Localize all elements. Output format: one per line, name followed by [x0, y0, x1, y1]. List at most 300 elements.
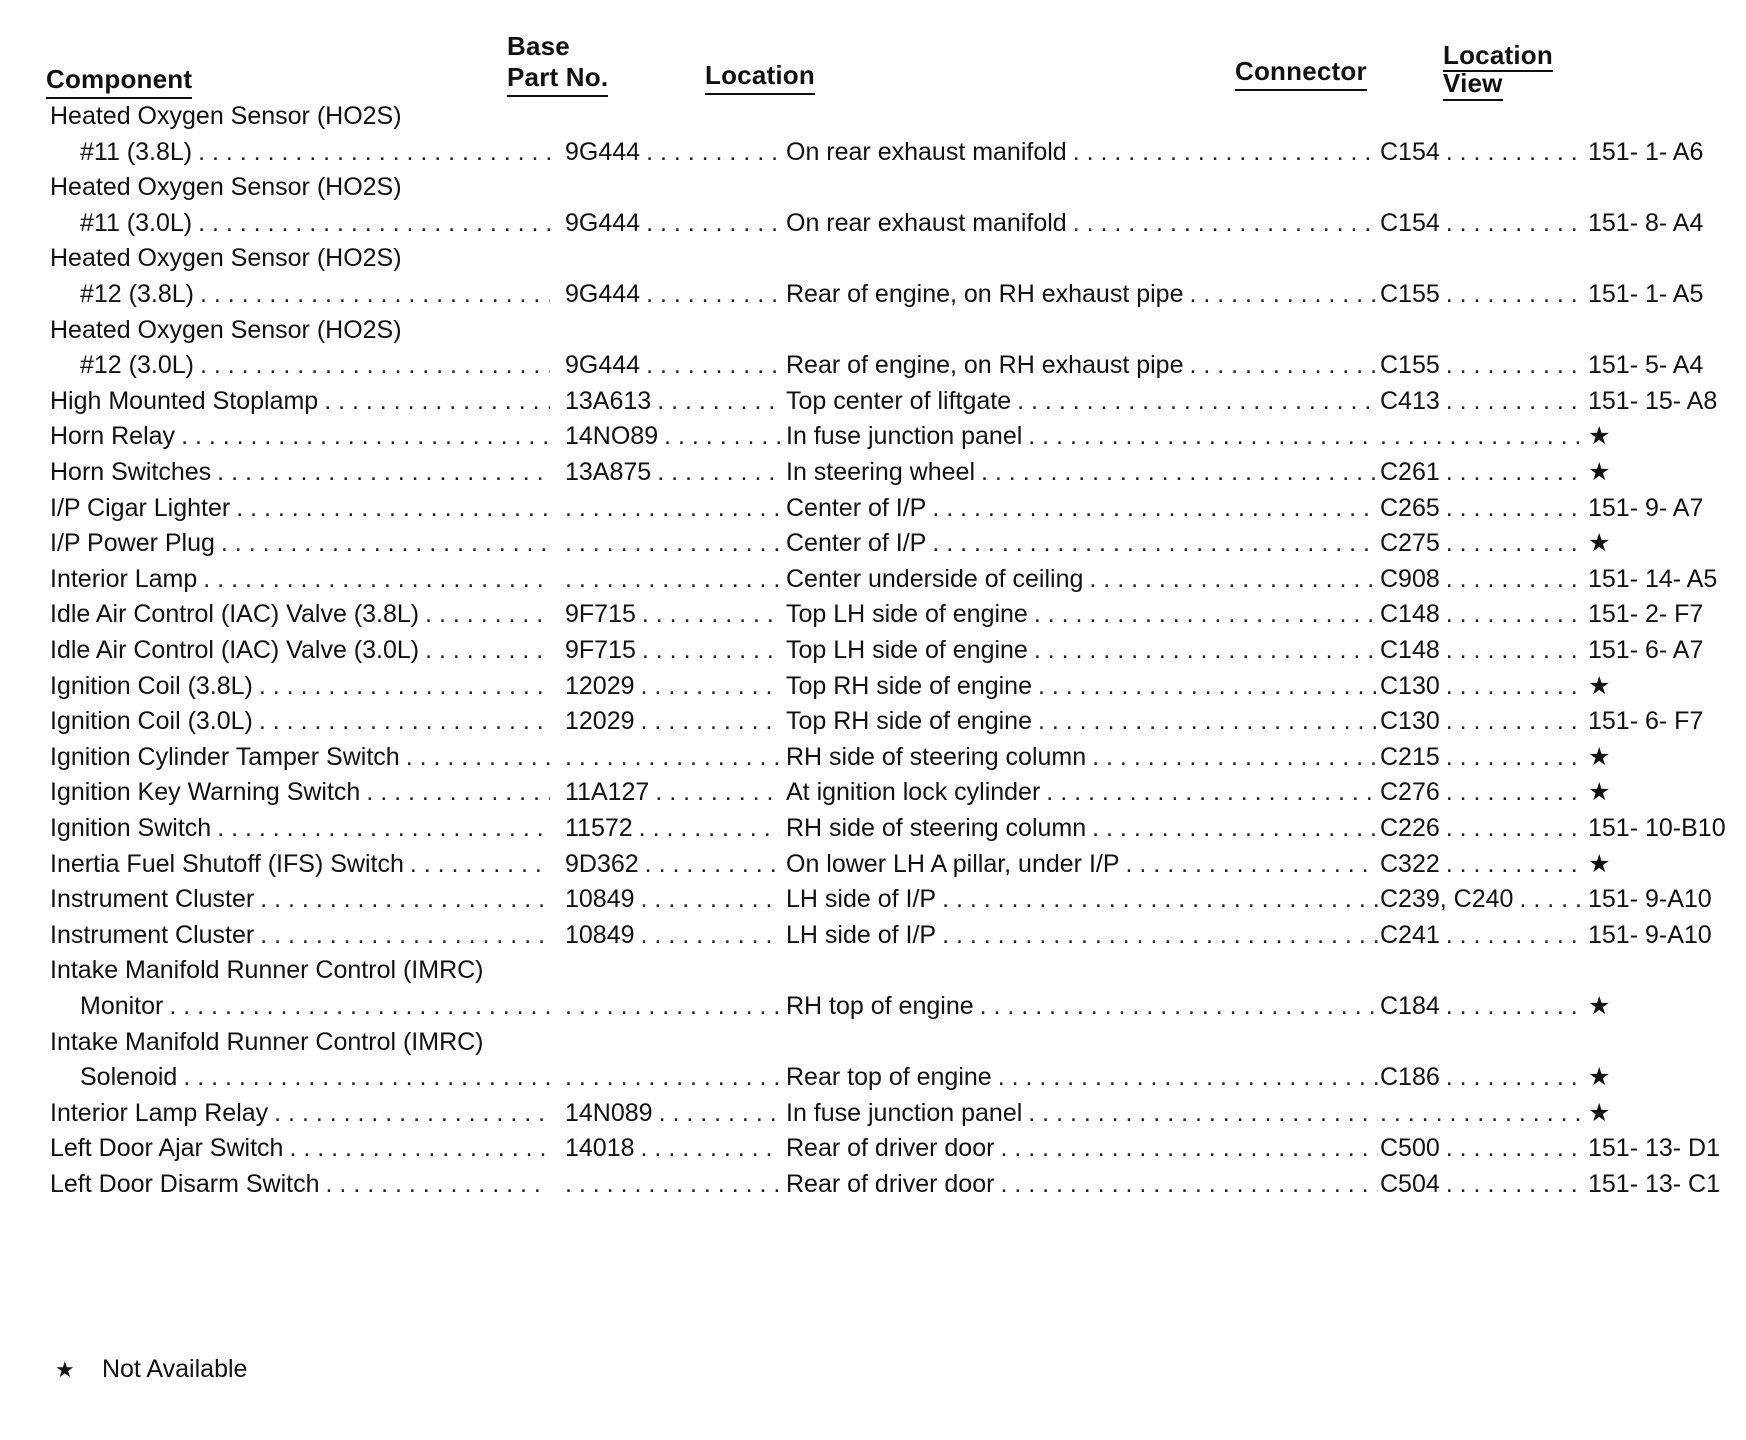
- cell-component: [50, 525, 550, 561]
- leader-dots: [645, 850, 780, 878]
- cell-component: [50, 1095, 550, 1131]
- cell-location: [786, 98, 1378, 134]
- cell-location-view-text: 151- 6- F7: [1588, 707, 1704, 736]
- cell-location: [786, 596, 1378, 632]
- cell-component-text: Inertia Fuel Shutoff (IFS) Switch: [50, 850, 410, 878]
- leader-dots: [410, 850, 550, 878]
- leader-dots: [221, 529, 550, 557]
- cell-part-no-text: 12029: [565, 672, 641, 700]
- table-row: [0, 952, 1746, 988]
- cell-location: [786, 988, 1378, 1024]
- leader-dots: [1446, 992, 1580, 1020]
- table-row: [0, 276, 1746, 312]
- cell-component-text: #11 (3.8L): [80, 138, 198, 166]
- cell-location-view-text: ★: [1588, 849, 1611, 878]
- cell-component-text: Idle Air Control (IAC) Valve (3.8L): [50, 600, 425, 628]
- table-row: [0, 846, 1746, 882]
- cell-location-view-text: ★: [1588, 1063, 1611, 1092]
- cell-connector: [1380, 1059, 1580, 1095]
- table-row: [0, 668, 1746, 704]
- cell-connector-text: C322: [1380, 850, 1446, 878]
- cell-part-no-text: 11A127: [565, 778, 655, 806]
- leader-dots: [274, 1099, 550, 1127]
- cell-part-no: [565, 169, 780, 205]
- cell-location: [786, 1095, 1378, 1131]
- cell-component-text: #12 (3.0L): [80, 351, 200, 379]
- cell-location-view: [1588, 383, 1744, 419]
- cell-location-view-text: ★: [1588, 742, 1611, 771]
- cell-location: [786, 525, 1378, 561]
- cell-part-no: [565, 846, 780, 882]
- leader-dots: [565, 529, 780, 557]
- cell-location-text: Center of I/P: [786, 494, 932, 522]
- cell-location: [786, 881, 1378, 917]
- cell-location-view-text: 151- 14- A5: [1588, 564, 1718, 593]
- table-row: [0, 134, 1746, 170]
- cell-part-no: [565, 739, 780, 775]
- cell-component: [50, 596, 550, 632]
- cell-component: [50, 632, 550, 668]
- cell-component-text: Instrument Cluster: [50, 921, 260, 949]
- cell-connector: [1380, 846, 1580, 882]
- cell-component: [50, 952, 550, 988]
- cell-part-no: [565, 596, 780, 632]
- leader-dots: [1446, 1063, 1580, 1091]
- cell-location-view-text: 151- 6- A7: [1588, 636, 1704, 664]
- cell-part-no-text: 10849: [565, 921, 641, 949]
- leader-dots: [642, 600, 780, 628]
- leader-dots: [1519, 885, 1580, 913]
- cell-part-no: [565, 1059, 780, 1095]
- table-row: [0, 205, 1746, 241]
- cell-location-view: [1588, 134, 1744, 170]
- cell-part-no: [565, 205, 780, 241]
- cell-location-text: Center of I/P: [786, 529, 932, 557]
- cell-location-view: [1588, 774, 1744, 810]
- leader-dots: [1092, 814, 1378, 842]
- cell-location-view: [1588, 1059, 1744, 1095]
- table-row: [0, 1059, 1746, 1095]
- table-row: [0, 418, 1746, 454]
- cell-location: [786, 1166, 1378, 1202]
- cell-part-no: [565, 668, 780, 704]
- cell-location-view-text: 151- 8- A4: [1588, 208, 1704, 237]
- star-icon: ★: [55, 1357, 75, 1382]
- cell-component: [50, 312, 550, 348]
- cell-location-text: On rear exhaust manifold: [786, 209, 1073, 237]
- cell-part-no-text: 11572: [565, 814, 639, 842]
- leader-dots: [998, 1063, 1378, 1091]
- cell-connector-text: C413: [1380, 387, 1446, 415]
- cell-location-view-text: ★: [1588, 671, 1611, 700]
- cell-location-view-text: 151- 13- C1: [1588, 1170, 1721, 1198]
- cell-location-view: [1588, 347, 1744, 383]
- cell-connector: [1380, 988, 1580, 1024]
- cell-component: [50, 1130, 550, 1166]
- cell-location-text: RH side of steering column: [786, 814, 1092, 842]
- cell-part-no: [565, 703, 780, 739]
- leader-dots: [1126, 850, 1378, 878]
- leader-dots: [1092, 743, 1378, 771]
- cell-part-no: [565, 312, 780, 348]
- leader-dots: [1380, 1099, 1580, 1127]
- cell-component: [50, 846, 550, 882]
- cell-component-text: I/P Power Plug: [50, 529, 221, 557]
- cell-part-no-text: 10849: [565, 885, 641, 913]
- leader-dots: [932, 494, 1378, 522]
- cell-connector-text: C276: [1380, 778, 1446, 806]
- table-row: [0, 454, 1746, 490]
- leader-dots: [289, 1134, 550, 1162]
- leader-dots: [1380, 422, 1580, 450]
- cell-connector: [1380, 881, 1580, 917]
- leader-dots: [366, 778, 550, 806]
- cell-location-view-text: ★: [1588, 1098, 1611, 1127]
- leader-dots: [425, 600, 550, 628]
- leader-dots: [1017, 387, 1378, 415]
- header-part-no: Base Part No.: [507, 31, 608, 97]
- leader-dots: [326, 1170, 550, 1198]
- cell-component: [50, 774, 550, 810]
- cell-part-no: [565, 774, 780, 810]
- cell-part-no: [565, 632, 780, 668]
- cell-component-text: I/P Cigar Lighter: [50, 494, 236, 522]
- cell-connector-text: C908: [1380, 565, 1446, 593]
- cell-connector: [1380, 774, 1580, 810]
- leader-dots: [1189, 280, 1378, 308]
- cell-part-no: [565, 1095, 780, 1131]
- leader-dots: [1446, 387, 1580, 415]
- leader-dots: [198, 209, 550, 237]
- cell-component-text: Intake Manifold Runner Control (IMRC): [50, 956, 490, 984]
- cell-part-no: [565, 490, 780, 526]
- leader-dots: [324, 387, 550, 415]
- leader-dots: [981, 458, 1378, 486]
- cell-location: [786, 347, 1378, 383]
- cell-component-text: Interior Lamp: [50, 565, 203, 593]
- leader-dots: [1446, 280, 1580, 308]
- leader-dots: [1446, 814, 1580, 842]
- table-row: [0, 596, 1746, 632]
- leader-dots: [1446, 494, 1580, 522]
- cell-component-text: Ignition Key Warning Switch: [50, 778, 366, 806]
- cell-component-text: Ignition Cylinder Tamper Switch: [50, 743, 406, 771]
- header-location: Location: [705, 60, 815, 95]
- cell-connector: [1380, 276, 1580, 312]
- cell-connector: [1380, 668, 1580, 704]
- cell-connector-text: C155: [1380, 280, 1446, 308]
- cell-component: [50, 1166, 550, 1202]
- leader-dots: [565, 1063, 780, 1091]
- leader-dots: [1073, 138, 1378, 166]
- leader-dots: [642, 636, 780, 664]
- leader-dots: [565, 1170, 780, 1198]
- leader-dots: [655, 778, 780, 806]
- header-connector: Connector: [1235, 56, 1367, 91]
- table-row: [0, 703, 1746, 739]
- leader-dots: [425, 636, 550, 664]
- cell-component: [50, 418, 550, 454]
- cell-component-text: #12 (3.8L): [80, 280, 200, 308]
- leader-dots: [980, 992, 1378, 1020]
- cell-component-text: Intake Manifold Runner Control (IMRC): [50, 1028, 490, 1056]
- cell-part-no: [565, 1166, 780, 1202]
- cell-part-no: [565, 988, 780, 1024]
- cell-location: [786, 561, 1378, 597]
- leader-dots: [200, 351, 550, 379]
- cell-component-text: Horn Switches: [50, 458, 217, 486]
- cell-location: [786, 312, 1378, 348]
- cell-part-no-text: 9G444: [565, 280, 646, 308]
- leader-dots: [1446, 209, 1580, 237]
- cell-location-view-text: 151- 1- A5: [1588, 280, 1704, 308]
- cell-location-text: Rear top of engine: [786, 1063, 998, 1091]
- leader-dots: [646, 351, 780, 379]
- cell-location: [786, 418, 1378, 454]
- cell-part-no: [565, 383, 780, 419]
- cell-part-no: [565, 881, 780, 917]
- table-row: [0, 1130, 1746, 1166]
- cell-component-text: Monitor: [80, 992, 169, 1020]
- cell-component: [50, 561, 550, 597]
- cell-connector-text: C215: [1380, 743, 1446, 771]
- cell-connector: [1380, 810, 1580, 846]
- cell-part-no-text: 9D362: [565, 850, 645, 878]
- cell-component-text: Left Door Ajar Switch: [50, 1134, 289, 1162]
- cell-connector: [1380, 240, 1580, 276]
- leader-dots: [664, 422, 780, 450]
- cell-part-no: [565, 276, 780, 312]
- cell-location: [786, 1130, 1378, 1166]
- cell-component-text: Instrument Cluster: [50, 885, 260, 913]
- leader-dots: [565, 565, 780, 593]
- leader-dots: [181, 422, 550, 450]
- leader-dots: [1446, 743, 1580, 771]
- cell-location-view: [1588, 312, 1744, 348]
- leader-dots: [1446, 1170, 1580, 1198]
- leader-dots: [1446, 565, 1580, 593]
- cell-location-view-text: ★: [1588, 778, 1611, 807]
- cell-connector-text: C226: [1380, 814, 1446, 842]
- leader-dots: [1446, 672, 1580, 700]
- leader-dots: [942, 885, 1378, 913]
- cell-location: [786, 383, 1378, 419]
- cell-location-view: [1588, 1166, 1744, 1202]
- cell-part-no-text: 9G444: [565, 351, 646, 379]
- cell-location-view: [1588, 240, 1744, 276]
- cell-location-view-text: 151- 5- A4: [1588, 351, 1704, 380]
- cell-component-text: Heated Oxygen Sensor (HO2S): [50, 102, 408, 130]
- header-component: Component: [46, 64, 192, 99]
- cell-location-text: Top RH side of engine: [786, 707, 1038, 735]
- cell-component-text: Ignition Coil (3.8L): [50, 672, 259, 700]
- cell-location-text: Rear of driver door: [786, 1170, 1000, 1198]
- cell-location-view: [1588, 668, 1744, 704]
- cell-location-view: [1588, 418, 1744, 454]
- cell-connector: [1380, 632, 1580, 668]
- leader-dots: [1038, 672, 1378, 700]
- cell-connector: [1380, 383, 1580, 419]
- leader-dots: [639, 814, 780, 842]
- leader-dots: [1446, 850, 1580, 878]
- cell-component-text: Solenoid: [80, 1063, 183, 1091]
- cell-connector: [1380, 347, 1580, 383]
- cell-location-text: Top center of liftgate: [786, 387, 1017, 415]
- cell-location: [786, 276, 1378, 312]
- leader-dots: [641, 885, 780, 913]
- leader-dots: [1038, 707, 1378, 735]
- cell-location: [786, 490, 1378, 526]
- cell-component: [50, 668, 550, 704]
- cell-component: [50, 240, 550, 276]
- cell-part-no-text: 14018: [565, 1134, 641, 1162]
- cell-connector: [1380, 596, 1580, 632]
- cell-location: [786, 703, 1378, 739]
- leader-dots: [203, 565, 550, 593]
- cell-location-view: [1588, 703, 1744, 739]
- cell-location: [786, 632, 1378, 668]
- table-row: [0, 739, 1746, 775]
- cell-component-text: Ignition Switch: [50, 814, 217, 842]
- cell-component: [50, 988, 550, 1024]
- cell-component: [50, 881, 550, 917]
- table-row: [0, 383, 1746, 419]
- cell-part-no-text: 9F715: [565, 636, 642, 664]
- cell-connector: [1380, 134, 1580, 170]
- cell-part-no-text: 13A613: [565, 387, 657, 415]
- leader-dots: [1446, 351, 1580, 379]
- cell-connector-text: C155: [1380, 351, 1446, 379]
- leader-dots: [259, 672, 550, 700]
- table-row: [0, 774, 1746, 810]
- cell-location-view-text: ★: [1588, 458, 1611, 486]
- cell-location-view-text: 151- 9-A10: [1588, 885, 1712, 914]
- leader-dots: [406, 743, 550, 771]
- table-row: [0, 1095, 1746, 1131]
- leader-dots: [1089, 565, 1378, 593]
- cell-part-no-text: 12029: [565, 707, 641, 735]
- leader-dots: [1446, 600, 1580, 628]
- cell-connector: [1380, 98, 1580, 134]
- leader-dots: [1446, 636, 1580, 664]
- cell-location-text: In fuse junction panel: [786, 1099, 1028, 1127]
- cell-part-no: [565, 1024, 780, 1060]
- leader-dots: [1034, 600, 1378, 628]
- cell-component: [50, 917, 550, 953]
- leader-dots: [657, 387, 780, 415]
- leader-dots: [200, 280, 550, 308]
- cell-connector: [1380, 561, 1580, 597]
- cell-component: [50, 134, 550, 170]
- header-location-view: Location View: [1443, 41, 1553, 101]
- leader-dots: [641, 1134, 780, 1162]
- cell-part-no: [565, 454, 780, 490]
- cell-location-view: [1588, 881, 1744, 917]
- leader-dots: [217, 814, 550, 842]
- cell-location-view: [1588, 525, 1744, 561]
- cell-connector-text: C154: [1380, 209, 1446, 237]
- table-row: [0, 490, 1746, 526]
- cell-connector: [1380, 917, 1580, 953]
- leader-dots: [1000, 1134, 1378, 1162]
- cell-component: [50, 383, 550, 419]
- table-row: [0, 1166, 1746, 1202]
- cell-location-text: RH top of engine: [786, 992, 980, 1020]
- cell-component: [50, 703, 550, 739]
- leader-dots: [1000, 1170, 1378, 1198]
- leader-dots: [1446, 778, 1580, 806]
- cell-location-view: [1588, 561, 1744, 597]
- cell-location: [786, 169, 1378, 205]
- cell-location-view-text: ★: [1588, 422, 1611, 451]
- leader-dots: [659, 1099, 780, 1127]
- table-row: [0, 881, 1746, 917]
- leader-dots: [657, 458, 780, 486]
- cell-connector-text: C275: [1380, 529, 1446, 557]
- cell-location: [786, 774, 1378, 810]
- cell-connector-text: C130: [1380, 707, 1446, 735]
- leader-dots: [646, 138, 780, 166]
- cell-location-view: [1588, 810, 1744, 846]
- cell-location-view-text: 151- 9-A10: [1588, 920, 1712, 949]
- cell-component: [50, 98, 550, 134]
- cell-connector-text: C500: [1380, 1134, 1446, 1162]
- cell-location-view: [1588, 632, 1744, 668]
- cell-connector: [1380, 1166, 1580, 1202]
- cell-location: [786, 1024, 1378, 1060]
- cell-location-view: [1588, 169, 1744, 205]
- cell-location-view: [1588, 917, 1744, 953]
- leader-dots: [646, 280, 780, 308]
- cell-location-view: [1588, 454, 1744, 490]
- leader-dots: [1189, 351, 1378, 379]
- cell-location: [786, 917, 1378, 953]
- leader-dots: [1046, 778, 1378, 806]
- cell-component-text: Heated Oxygen Sensor (HO2S): [50, 244, 408, 272]
- cell-connector: [1380, 1024, 1580, 1060]
- table-row: [0, 98, 1746, 134]
- cell-component-text: Ignition Coil (3.0L): [50, 707, 259, 735]
- cell-connector: [1380, 703, 1580, 739]
- leader-dots: [942, 921, 1378, 949]
- cell-location-view: [1588, 490, 1744, 526]
- cell-location-view-text: 151- 13- D1: [1588, 1134, 1721, 1163]
- cell-location: [786, 1059, 1378, 1095]
- cell-location-view: [1588, 1024, 1744, 1060]
- leader-dots: [565, 992, 780, 1020]
- table-row: [0, 240, 1746, 276]
- cell-connector: [1380, 418, 1580, 454]
- footnote: [55, 1353, 247, 1386]
- cell-connector-text: C130: [1380, 672, 1446, 700]
- cell-location-view-text: 151- 1- A6: [1588, 137, 1704, 166]
- cell-part-no: [565, 240, 780, 276]
- cell-location-text: Rear of driver door: [786, 1134, 1000, 1162]
- cell-connector: [1380, 454, 1580, 490]
- cell-connector: [1380, 312, 1580, 348]
- table-row: [0, 169, 1746, 205]
- leader-dots: [1073, 209, 1378, 237]
- cell-connector-text: C241: [1380, 921, 1446, 949]
- cell-location: [786, 205, 1378, 241]
- cell-component: [50, 347, 550, 383]
- table-row: [0, 917, 1746, 953]
- cell-component-text: Horn Relay: [50, 422, 181, 450]
- cell-connector: [1380, 490, 1580, 526]
- cell-location: [786, 952, 1378, 988]
- leader-dots: [565, 494, 780, 522]
- leader-dots: [646, 209, 780, 237]
